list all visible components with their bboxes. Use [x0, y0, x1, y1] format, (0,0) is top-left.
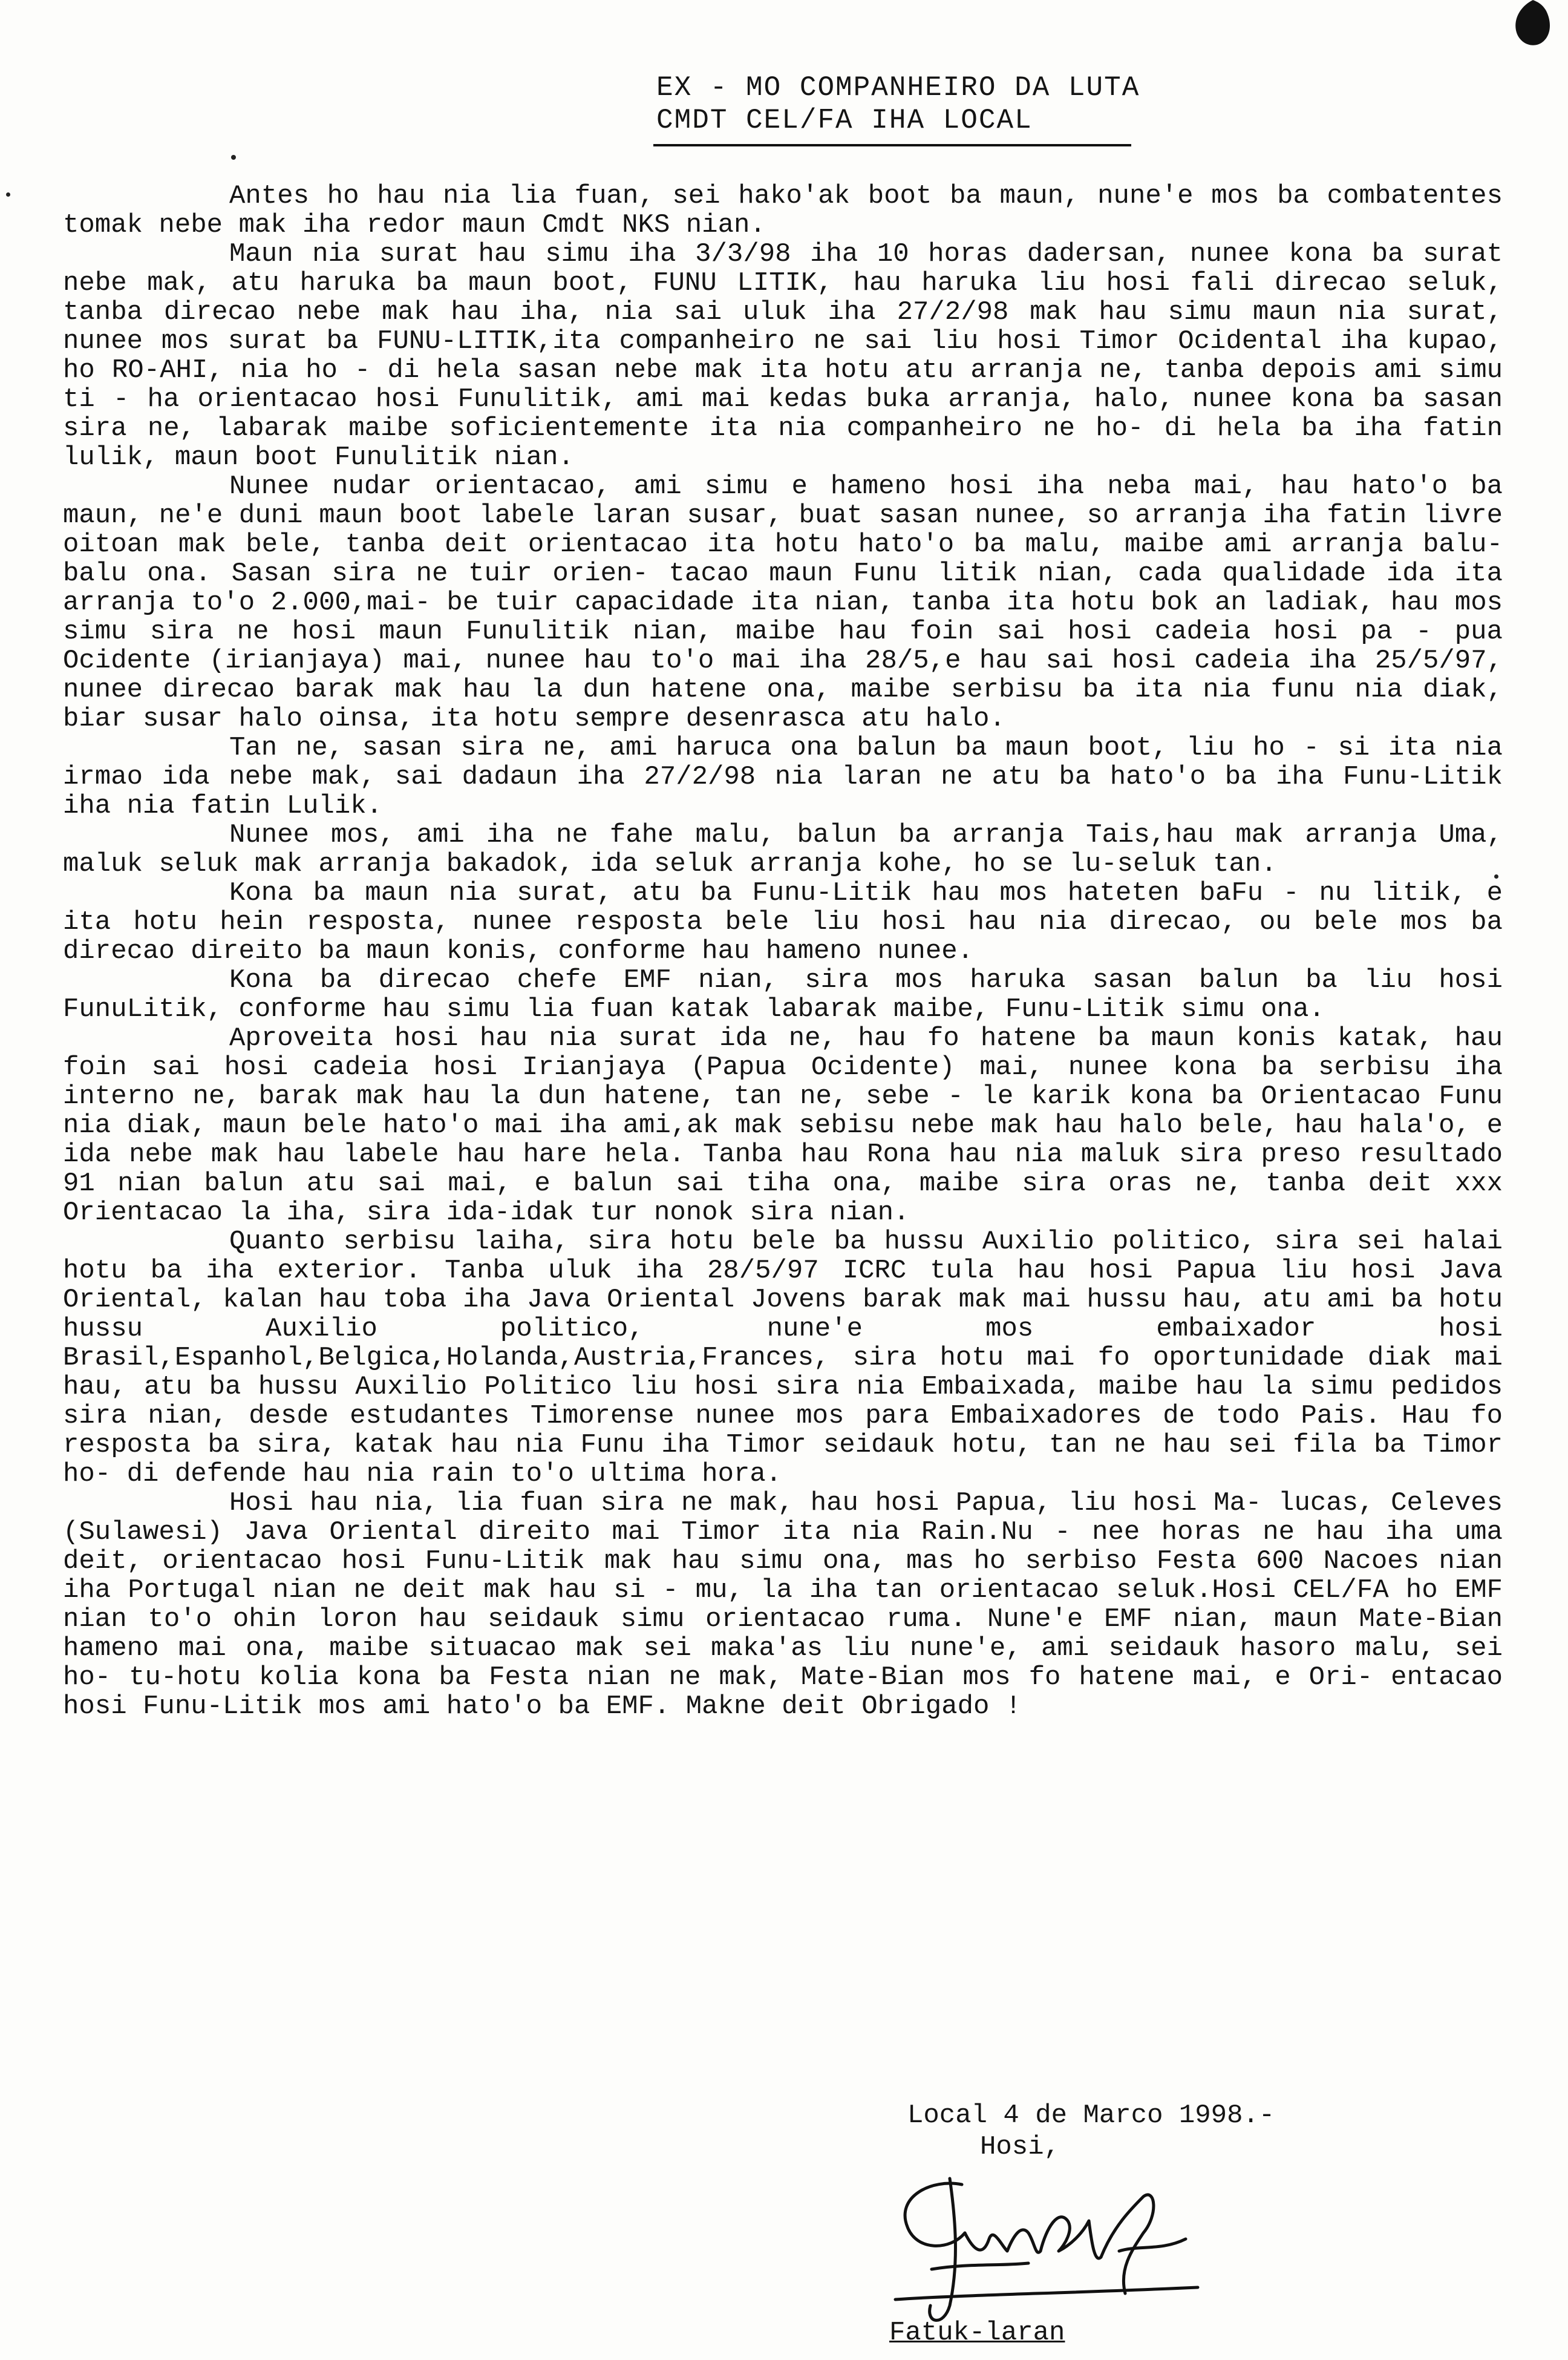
handwritten-signature [859, 2160, 1210, 2336]
paragraph-closing-remarks: Hosi hau nia, lia fuan sira ne mak, hau hosi Papua, liu hosi Ma- lucas, Celeves (Sulawesi) Java Oriental direito mai Timor ita nia Rain.Nu - nee horas ne hau iha uma deit, orientacao hosi Funu-Litik mak hau simu ona, mas ho serbiso Festa 600 Nacoes nian iha Portugal nian ne deit mak hau si - mu, la iha tan orientacao seluk.Hosi CEL/FA ho EMF nian to'o ohin loron hau seidauk simu orientacao ruma. Nune'e EMF nian, maun Mate-Bian hameno mai ona, maibe situacao mak sei maka'as liu nune'e, ami seidauk hasoro malu, sei ho- tu-hotu kolia kona ba Festa nian ne mak, Mate-Bian mos fo hatene mai, e Ori- entacao hosi Funu-Litik mos ami hato'o ba EMF. Makne deit Obrigado ! [63, 1488, 1503, 1722]
letter-closing [907, 2100, 1391, 2163]
header-underline [653, 144, 1131, 146]
header-location-line: CMDT CEL/FA IHA LOCAL [656, 105, 1033, 136]
ink-blot-mark [1509, 0, 1557, 48]
from-label: Hosi, [980, 2132, 1060, 2162]
signature-name: Fatuk-laran [889, 2318, 1065, 2348]
paragraph-goods-sent: Tan ne, sasan sira ne, ami haruca ona balun ba maun boot, liu ho - si ita nia irmao ida nebe mak, sai dadaun iha 27/2/98 nia laran ne atu ba hato'o ba iha Funu-Litik iha nia fatin Lulik. [63, 733, 1503, 821]
letter-body [63, 182, 1503, 1721]
paragraph-tasks-divided: Nunee mos, ami iha ne fahe malu, balun ba arranja Tais,hau mak arranja Uma, maluk seluk mak arranja bakadok, ida seluk arranja kohe, ho se lu-seluk tan. [63, 820, 1503, 879]
letter-header [656, 71, 1177, 146]
paragraph-prison-release: Aproveita hosi hau nia surat ida ne, hau fo hatene ba maun konis katak, hau foin sai hosi cadeia hosi Irianjaya (Papua Ocidente) mai, nunee kona ba serbisu iha interno ne, barak mak hau la dun hatene, tan ne, sebe - le karik kona ba Orientacao Funu nia diak, maun bele hato'o mai iha ami,ak mak sebisu nebe mak hau halo bele, hau hala'o, e ida nebe mak hau labele hau hare hela. Tanba hau Rona hau nia maluk sira preso resultado 91 nian balun atu sai mai, e balun sai tiha ona, maibe sira oras ne, tanba deit xxx Orientacao la iha, sira ida-idak tur nonok sira nian. [63, 1023, 1503, 1228]
paragraph-greeting: Antes ho hau nia lia fuan, sei hako'ak boot ba maun, nune'e mos ba combatentes tomak nebe mak iha redor maun Cmdt NKS nian. [63, 181, 1503, 240]
stray-dot [6, 192, 10, 197]
place-and-date: Local 4 de Marco 1998.- [907, 2100, 1275, 2131]
paragraph-letter-received: Maun nia surat hau simu iha 3/3/98 iha 10 horas dadersan, nunee kona ba surat nebe mak, atu haruka ba maun boot, FUNU LITIK, hau haruka liu hosi fali direcao seluk, tanba direcao nebe mak hau iha, nia sai uluk iha 27/2/98 mak hau simu maun nia surat, nunee mos surat ba FUNU-LITIK,ita companheiro ne sai liu hosi Timor Ocidental iha kupao, ho RO-AHI, nia ho - di hela sasan nebe mak ita hotu atu arranja ne, tanba depois ami simu ti - ha orientacao hosi Funulitik, ami mai kedas buka arranja, halo, nunee kona ba sasan sira ne, labarak maibe soficientemente ita nia companheiro ne ho- di hela ba iha fatin lulik, maun boot Funulitik nian. [63, 239, 1503, 473]
stray-dot [231, 155, 236, 160]
paragraph-reply: Kona ba maun nia surat, atu ba Funu-Litik hau mos hateten baFu - nu litik, e ita hotu hein resposta, nunee resposta bele liu hosi hau nia direcao, ou bele mos ba direcao direito ba maun konis, conforme hau hameno nunee. [63, 878, 1503, 966]
paragraph-political-asylum: Quanto serbisu laiha, sira hotu bele ba hussu Auxilio politico, sira sei halai hotu ba iha exterior. Tanba uluk iha 28/5/97 ICRC tula hau hosi Papua liu hosi Java Oriental, kalan hau toba iha Java Oriental Jovens barak mak mai hussu hau, atu ami ba hotu hussu Auxilio politico, nune'e mos embaixador hosi Brasil,Espanhol,Belgica,Holanda,Austria,Frances, sira hotu mai fo oportunidade diak mai hau, atu ba hussu Auxilio Politico liu hosi sira nia Embaixada, maibe hau la simu pedidos sira nian, desde estudantes Timorense nunee mos para Embaixadores de todo Pais. Hau fo resposta ba sira, katak hau nia Funu iha Timor seidauk hotu, tan ne hau sei fila ba Timor ho- di defende hau nia rain to'o ultima hora. [63, 1227, 1503, 1489]
paragraph-emf-direction: Kona ba direcao chefe EMF nian, sira mos haruka sasan balun ba liu hosi FunuLitik, conforme hau simu lia fuan katak labarak maibe, Funu-Litik simu ona. [63, 965, 1503, 1024]
header-recipient-line: EX - MO COMPANHEIRO DA LUTA [656, 72, 1140, 103]
paragraph-orientation: Nunee nudar orientacao, ami simu e hameno hosi iha neba mai, hau hato'o ba maun, ne'e duni maun boot labele laran susar, buat sasan nunee, so arranja iha fatin livre oitoan mak bele, tanba deit orientacao ita hotu hato'o ba malu, maibe ami arranja balu-balu ona. Sasan sira ne tuir orien- tacao maun Funu litik nian, cada qualidade ida ita arranja to'o 2.000,mai- be tuir capacidade ita nian, tanba ita hotu bok an ladiak, hau mos simu sira ne hosi maun Funulitik nian, maibe hau foin sai hosi cadeia hosi pa - pua Ocidente (irianjaya) mai, nunee hau to'o mai iha 28/5,e hau sai hosi cadeia iha 25/5/97, nunee direcao barak mak hau la dun hatene ona, maibe serbisu ba ita nia funu nia diak, biar susar halo oinsa, ita hotu sempre desenrasca atu halo. [63, 471, 1503, 734]
